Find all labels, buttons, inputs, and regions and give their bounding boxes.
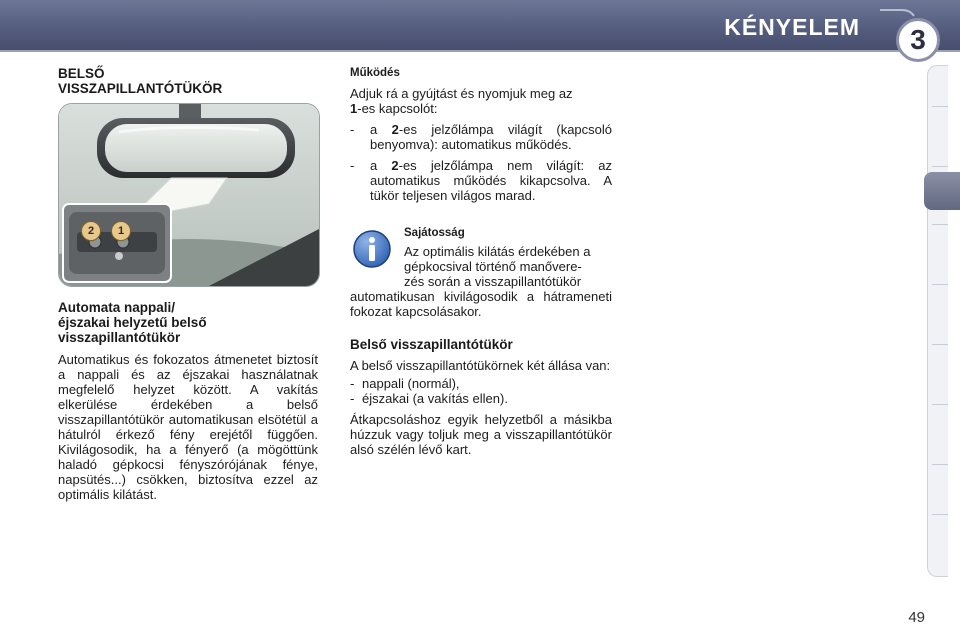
list-item [350, 391, 612, 406]
section-title-line: BELSŐ [58, 66, 105, 81]
tab-divider [932, 514, 948, 515]
operation-section [350, 66, 612, 203]
note-section [350, 226, 612, 319]
lamp-number: 2 [391, 122, 399, 137]
text: a [370, 158, 392, 173]
position-list [350, 376, 612, 406]
tab-divider [932, 404, 948, 405]
text: -es jelzőlámpa világít (kapcsoló benyomva): automatikus működés. [370, 122, 613, 152]
section-title [58, 66, 318, 96]
inner-mirror-title: Belső visszapillantótükör [350, 337, 513, 352]
auto-mirror-section [58, 300, 318, 502]
operation-title: Működés [350, 67, 400, 79]
rearview-mirror-image [59, 104, 319, 286]
switch-number: 1 [350, 101, 358, 116]
chapter-title: KÉNYELEM [724, 14, 860, 40]
mirror-illustration [58, 103, 320, 287]
callout-1: 1 [111, 221, 131, 241]
list-item [350, 158, 612, 203]
title-line: éjszakai helyzetű belső [58, 315, 207, 330]
note-title: Sajátosság [404, 227, 465, 239]
tab-divider [932, 344, 948, 345]
dash: - [350, 391, 355, 406]
inner-mirror-section [350, 337, 612, 457]
auto-mirror-title [58, 300, 318, 345]
title-line: Automata nappali/ [58, 300, 176, 315]
left-column [58, 66, 318, 96]
text: -es jelzőlámpa nem világít: az automatikus működés kikapcsolva. A tükör teljesen világos marad. [370, 158, 613, 203]
lamp-number: 2 [391, 158, 399, 173]
inner-mirror-intro: A belső visszapillantótükörnek két állása van: [350, 358, 611, 373]
section-title-line: VISSZAPILLANTÓTÜKÖR [58, 81, 223, 96]
text: -es kapcsolót: [357, 101, 438, 116]
callout-2: 2 [81, 221, 101, 241]
tab-divider [932, 224, 948, 225]
switch-instructions: Átkapcsoláshoz egyik helyzetből a másikba húzzuk vagy toljuk meg a visszapillantótükör alsó szélén lévő kart. [350, 412, 612, 457]
text: Adjuk rá a gyújtást és nyomjuk meg az [350, 86, 573, 101]
chapter-badge-wrap [880, 2, 950, 72]
page-number: 49 [908, 609, 925, 626]
chapter-tab-strip [927, 65, 948, 577]
note-line: zés során a visszapillantótükör [404, 274, 582, 289]
chapter-tab-active[interactable] [924, 172, 960, 210]
note-line: gépkocsival történő manővere- [404, 259, 582, 274]
operation-intro [350, 86, 612, 116]
note-lines [404, 244, 612, 289]
tab-divider [932, 166, 948, 167]
chapter-number: 3 [896, 18, 940, 62]
text: nappali (normál), [362, 376, 460, 391]
text: éjszakai (a vakítás ellen). [362, 391, 508, 406]
tab-divider [932, 284, 948, 285]
note-rest: automatikusan kivilágosodik a hátrameneti fokozat kapcsolásakor. [350, 289, 612, 319]
list-item [350, 122, 612, 152]
text: a [370, 122, 392, 137]
note-head [350, 226, 612, 289]
dash: - [350, 158, 355, 173]
list-item [350, 376, 612, 391]
note-line: Az optimális kilátás érdekében a [404, 244, 591, 259]
dash: - [350, 376, 355, 391]
tab-divider [932, 464, 948, 465]
tab-divider [932, 106, 948, 107]
operation-list [350, 122, 612, 203]
title-line: visszapillantótükör [58, 330, 181, 345]
auto-mirror-description: Automatikus és fokozatos átmenetet biztosít a nappali és az éjszakai használatnak megfelelő helyzet között. A vakítás elkerülése érdekében a belső visszapillantótükör automatikusan elsötétül a hátulról érkező fény erejétől függően. Kivilágosodik, ha a fényerő (a mögöttünk haladó gépkocsi fényszórójának fénye, napsütés...) csökken, biztosítva ezzel az optimális kilátást. [58, 352, 318, 502]
dash: - [350, 122, 355, 137]
